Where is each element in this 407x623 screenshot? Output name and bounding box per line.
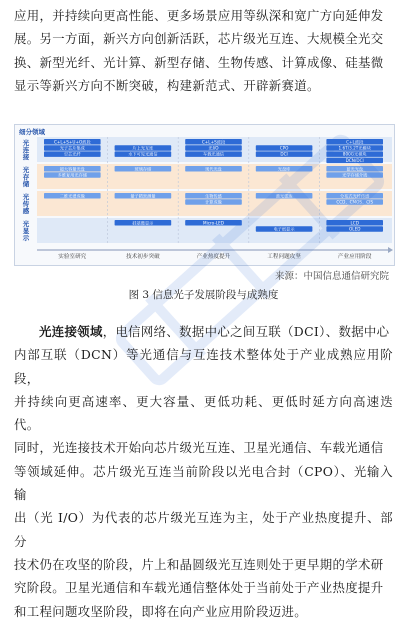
row-label-char: 显 bbox=[22, 227, 30, 235]
stage-box-label: 电子纸显示 bbox=[273, 226, 295, 232]
row-label-char: 光 bbox=[22, 166, 30, 174]
figure-caption: 图 3 信息光子发展阶段与成熟度 bbox=[128, 289, 279, 301]
text-line: 应用，并持续向更高性能、更多场景应用等纵深和宽广方向延伸发 bbox=[14, 8, 384, 23]
text-span: ，电信网络、数据中心之间互联（DCI）、数据中心 bbox=[102, 324, 390, 339]
stage-box-label: 分布式光纤传感 bbox=[340, 193, 370, 199]
text-line: 同时，光连接技术开始向芯片级光互连、卫星光通信、车载光通信 bbox=[14, 440, 384, 456]
stage-box-label: 现代光盘 bbox=[205, 166, 222, 172]
stage-box-label: 硅基微显示 bbox=[132, 220, 154, 226]
text-line: 显示等新兴方向不断突破，构建新范式、开辟新赛道。 bbox=[14, 77, 320, 93]
section-lead: 光连接领域 bbox=[39, 324, 103, 339]
stage-box-label: DCI bbox=[280, 151, 288, 157]
figure-header: 细分领域 bbox=[19, 128, 45, 136]
stage-box-label: 激光雷达 bbox=[275, 193, 293, 199]
text-line: 等领域延伸。芯片级光互连当前阶段以光电合封（CPO）、光输入输 bbox=[14, 463, 393, 503]
text-line: 究阶段。卫星光通信和车载光通信整体处于当前处于产业热度提升 bbox=[14, 580, 384, 596]
row-label-char: 储 bbox=[22, 180, 30, 188]
maturity-diagram bbox=[15, 125, 394, 265]
maturity-figure bbox=[14, 124, 395, 266]
row-label-char: 接 bbox=[22, 153, 30, 161]
stage-box-label: OLED bbox=[348, 226, 361, 232]
stage-box-label: 800G光模块 bbox=[342, 151, 367, 157]
stage-label: 实验室研究 bbox=[58, 254, 87, 260]
row-label-char: 光 bbox=[22, 139, 30, 147]
text-line: 并持续向更高速率、更大容量、更低功耗、更低时延方向高速迭代。 bbox=[14, 393, 393, 433]
top-paragraph bbox=[14, 4, 393, 97]
stage-box-label: CPO bbox=[279, 145, 289, 151]
stage-label: 工程问题攻坚 bbox=[267, 254, 301, 260]
stage-box-label: 车载光通信 bbox=[203, 151, 224, 157]
stage-box-label: 水下可见光通信 bbox=[128, 151, 158, 157]
text-line: 出（光 I/O）为代表的芯片级光互连为主，处于产业热度提升、部分 bbox=[14, 510, 393, 549]
row-label-char: 连 bbox=[22, 146, 30, 154]
stage-box-label: DCN/DCI bbox=[345, 157, 364, 163]
figure-source: 来源：中国信息通信研究院 bbox=[274, 271, 389, 282]
row-label-char: 示 bbox=[22, 234, 30, 242]
row-label-char: 传 bbox=[22, 200, 30, 208]
stage-label: 技术初步突破 bbox=[126, 254, 160, 260]
stage-box-label: 超大容量光盘 bbox=[59, 166, 85, 172]
axis-arrowhead bbox=[388, 247, 393, 253]
stage-box-label: 多维复用光存储 bbox=[57, 172, 87, 178]
stage-box-label: 光盘库 bbox=[277, 166, 291, 172]
text-line bbox=[14, 320, 393, 343]
row-label-char: 光 bbox=[22, 193, 30, 201]
text-line: 和工程问题攻坚阶段，即将在向产业应用阶段迈进。 bbox=[14, 603, 308, 619]
stage-box-label: 生物传感 bbox=[205, 193, 222, 199]
stage-box-label: C+L+S+U+O波段 bbox=[53, 139, 91, 145]
row-label-char: 光 bbox=[22, 220, 30, 228]
stage-box-label: 玻璃存储 bbox=[134, 166, 152, 172]
stage-box-label: 光子芯片集成 bbox=[59, 145, 85, 151]
stage-box-label: C+L+S波段 bbox=[201, 139, 226, 145]
text-line: 内部互联（DCN）等光通信与互连技术整体处于产业成熟应用阶段， bbox=[14, 347, 393, 386]
text-line: 展。另一方面，新兴方向创新活跃，芯片级光互连、大规模全光交 bbox=[14, 31, 384, 47]
stage-box-label: 光I/O bbox=[208, 145, 219, 151]
stage-box-label: Micro-LED bbox=[202, 220, 225, 226]
stage-box-label: 计算成像 bbox=[205, 199, 222, 205]
text-line: 换、新型光纤、光计算、新型存储、生物传感、计算成像、硅基微 bbox=[14, 54, 384, 70]
stage-box-label: 二维光谱成像 bbox=[59, 193, 85, 199]
stage-box-label: CCD、CMOS、CIS bbox=[336, 199, 374, 205]
text-line: 技术仍在攻坚的阶段，片上和晶圆级光互连则处于更早期的学术研 bbox=[14, 556, 384, 572]
stage-box-label: 蓝光光盘 bbox=[346, 166, 364, 172]
stage-label: 产业应用阶段 bbox=[337, 254, 372, 260]
stage-box-label: 光学存储介质 bbox=[342, 172, 368, 178]
stage-box-label: 量子精密测量 bbox=[130, 193, 156, 199]
stage-box-label: C+L波段 bbox=[346, 139, 364, 145]
stage-label: 产业热度提升 bbox=[196, 254, 231, 260]
bottom-paragraph bbox=[14, 320, 393, 623]
stage-box-label: 片上光互连 bbox=[132, 145, 154, 151]
stage-box-label: 1.6T/3.2T光模块 bbox=[338, 145, 371, 151]
row-label-char: 存 bbox=[22, 173, 30, 181]
stage-box-label: LCD bbox=[350, 220, 359, 226]
row-label-char: 感 bbox=[22, 207, 30, 215]
stage-box-label: 空芯光纤 bbox=[63, 151, 81, 157]
